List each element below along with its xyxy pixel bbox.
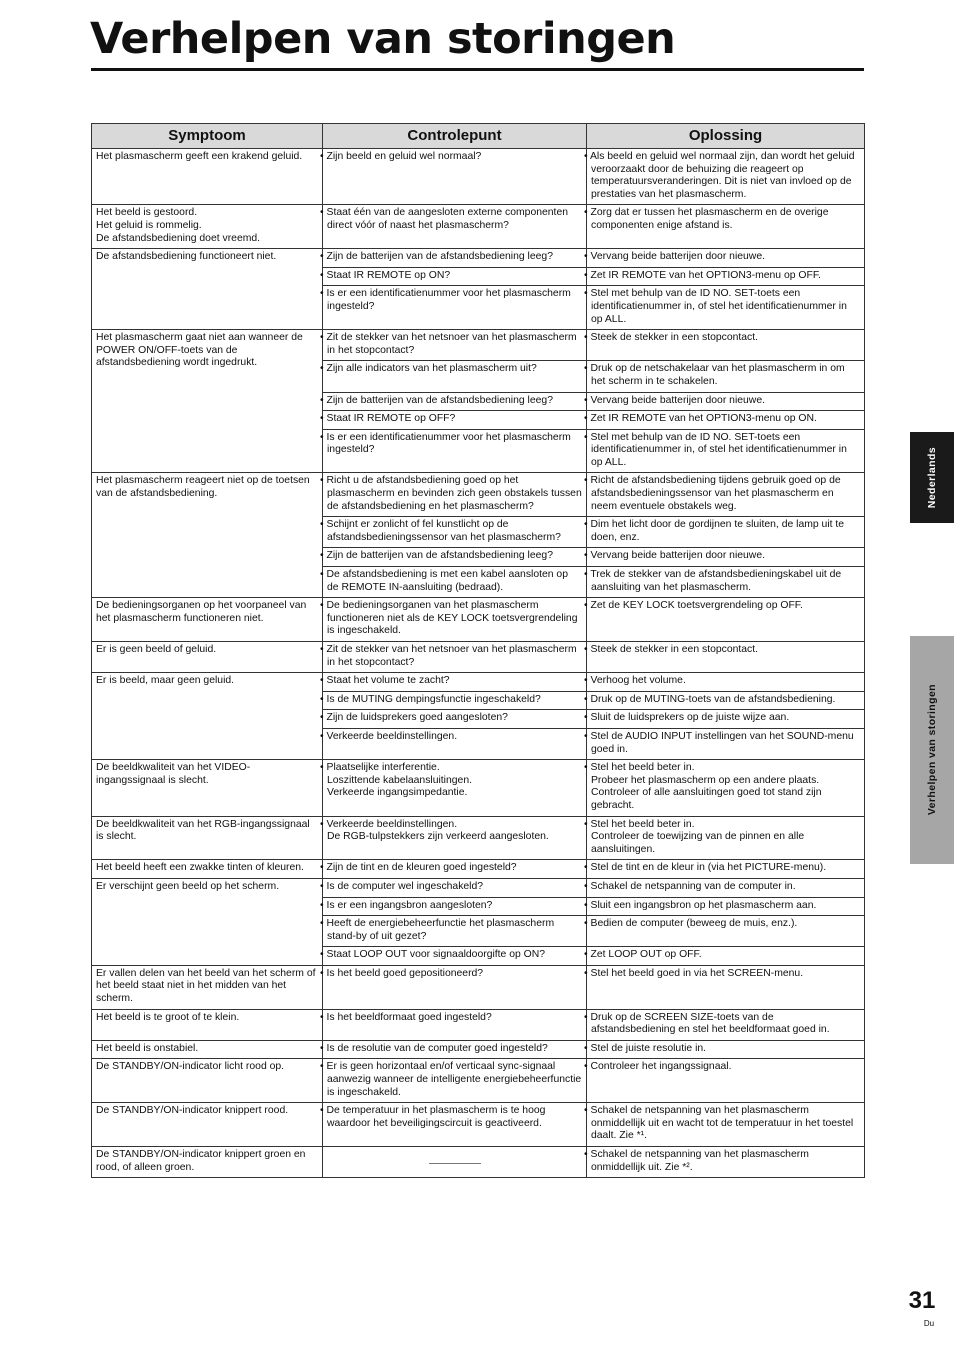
solution-cell: • Druk op de SCREEN SIZE-toets van de afstandsbediening en stel het beeldformaat goed in. bbox=[587, 1009, 865, 1040]
solution-cell: • Dim het licht door de gordijnen te sluiten, de lamp uit te doen, enz. bbox=[587, 517, 865, 548]
solution-cell: • Stel het beeld beter in. Controleer de toewijzing van de pinnen en alle aansluitingen. bbox=[587, 816, 865, 860]
header-symptom: Symptoom bbox=[92, 124, 323, 149]
table-row bbox=[92, 878, 865, 897]
solution-cell: • Bedien de computer (beweeg de muis, enz.). bbox=[587, 916, 865, 947]
solution-cell: • Richt de afstandsbediening tijdens gebruik goed op de afstandsbedieningssensor van het plasmascherm en neem eventuele obstakels weg. bbox=[587, 473, 865, 517]
checkpoint-cell: • Staat IR REMOTE op OFF? bbox=[323, 411, 587, 430]
symptom-cell: Er vallen delen van het beeld van het scherm of het beeld staat niet in het midden van het scherm. bbox=[92, 965, 323, 1009]
checkpoint-cell: • Is er een identificatienummer voor het plasmascherm ingesteld? bbox=[323, 286, 587, 330]
table-row bbox=[92, 330, 865, 361]
side-tab-section-label: Verhelpen van storingen bbox=[926, 684, 938, 816]
checkpoint-cell: • Is het beeld goed gepositioneerd? bbox=[323, 965, 587, 1009]
solution-cell: • Schakel de netspanning van de computer in. bbox=[587, 878, 865, 897]
table-header-row bbox=[92, 124, 865, 149]
checkpoint-cell: • Is de computer wel ingeschakeld? bbox=[323, 878, 587, 897]
solution-cell: • Steek de stekker in een stopcontact. bbox=[587, 642, 865, 673]
solution-cell: • Stel met behulp van de ID NO. SET-toets een identificatienummer in, of stel het identificatienummer in op ALL. bbox=[587, 429, 865, 473]
symptom-cell: Het plasmascherm gaat niet aan wanneer de POWER ON/OFF-toets van de afstandsbediening wordt ingedrukt. bbox=[92, 330, 323, 473]
checkpoint-cell: • Zit de stekker van het netsnoer van het plasmascherm in het stopcontact? bbox=[323, 330, 587, 361]
solution-cell: • Zet LOOP OUT op OFF. bbox=[587, 947, 865, 966]
checkpoint-cell: • Staat LOOP OUT voor signaaldoorgifte op ON? bbox=[323, 947, 587, 966]
solution-cell: • Sluit de luidsprekers op de juiste wijze aan. bbox=[587, 710, 865, 729]
symptom-cell: Het beeld heeft een zwakke tinten of kleuren. bbox=[92, 860, 323, 879]
symptom-cell: Het plasmascherm reageert niet op de toetsen van de afstandsbediening. bbox=[92, 473, 323, 598]
symptom-cell: De beeldkwaliteit van het RGB-ingangssignaal is slecht. bbox=[92, 816, 323, 860]
symptom-cell: De STANDBY/ON-indicator knippert rood. bbox=[92, 1103, 323, 1147]
table-row bbox=[92, 673, 865, 692]
table-row bbox=[92, 205, 865, 249]
table-row bbox=[92, 1103, 865, 1147]
table-row bbox=[92, 816, 865, 860]
table-row bbox=[92, 149, 865, 205]
title-rule bbox=[91, 68, 864, 71]
solution-cell: • Verhoog het volume. bbox=[587, 673, 865, 692]
solution-cell: • Stel het beeld beter in. Probeer het plasmascherm op een andere plaats. Controleer of alle aansluitingen goed tot stand zijn gebracht. bbox=[587, 760, 865, 816]
solution-cell: • Trek de stekker van de afstandsbedieningskabel uit de aansluiting van het plasmascherm. bbox=[587, 567, 865, 598]
table-row bbox=[92, 860, 865, 879]
solution-cell: • Druk op de MUTING-toets van de afstandsbediening. bbox=[587, 691, 865, 710]
table-row bbox=[92, 1040, 865, 1059]
checkpoint-cell: • Zijn beeld en geluid wel normaal? bbox=[323, 149, 587, 205]
solution-cell: • Stel het beeld goed in via het SCREEN-menu. bbox=[587, 965, 865, 1009]
solution-cell: • Vervang beide batterijen door nieuwe. bbox=[587, 548, 865, 567]
solution-cell: • Stel de AUDIO INPUT instellingen van het SOUND-menu goed in. bbox=[587, 728, 865, 759]
table-row bbox=[92, 473, 865, 517]
solution-cell: • Stel de juiste resolutie in. bbox=[587, 1040, 865, 1059]
placeholder-dash bbox=[429, 1163, 481, 1164]
symptom-cell: Het beeld is gestoord. Het geluid is rommelig. De afstandsbediening doet vreemd. bbox=[92, 205, 323, 249]
table-row bbox=[92, 642, 865, 673]
solution-cell: • Steek de stekker in een stopcontact. bbox=[587, 330, 865, 361]
solution-cell: • Vervang beide batterijen door nieuwe. bbox=[587, 392, 865, 411]
solution-cell: • Controleer het ingangssignaal. bbox=[587, 1059, 865, 1103]
symptom-cell: De beeldkwaliteit van het VIDEO-ingangssignaal is slecht. bbox=[92, 760, 323, 816]
checkpoint-cell: • Is er een identificatienummer voor het plasmascherm ingesteld? bbox=[323, 429, 587, 473]
table-row bbox=[92, 1059, 865, 1103]
checkpoint-cell: • Richt u de afstandsbediening goed op het plasmascherm en bevinden zich geen obstakels tussen de afstandsbediening en het plasmascherm? bbox=[323, 473, 587, 517]
side-tab-language-label: Nederlands bbox=[926, 446, 938, 509]
troubleshooting-table bbox=[91, 123, 865, 1178]
solution-cell: • Zet IR REMOTE van het OPTION3-menu op ON. bbox=[587, 411, 865, 430]
checkpoint-cell: • Zit de stekker van het netsnoer van het plasmascherm in het stopcontact? bbox=[323, 642, 587, 673]
side-tab-language bbox=[910, 432, 954, 523]
checkpoint-cell: • De bedieningsorganen van het plasmascherm functioneren niet als de KEY LOCK toetsvergrendeling is ingeschakeld. bbox=[323, 598, 587, 642]
checkpoint-cell: • De temperatuur in het plasmascherm is te hoog waardoor het beveiligingscircuit is geactiveerd. bbox=[323, 1103, 587, 1147]
solution-cell: • Stel de tint en de kleur in (via het PICTURE-menu). bbox=[587, 860, 865, 879]
checkpoint-cell-empty bbox=[323, 1147, 587, 1178]
checkpoint-cell: • Staat het volume te zacht? bbox=[323, 673, 587, 692]
table-row bbox=[92, 965, 865, 1009]
checkpoint-cell: • Zijn de batterijen van de afstandsbediening leeg? bbox=[323, 548, 587, 567]
solution-cell: • Vervang beide batterijen door nieuwe. bbox=[587, 249, 865, 268]
checkpoint-cell: • Is het beeldformaat goed ingesteld? bbox=[323, 1009, 587, 1040]
symptom-cell: De bedieningsorganen op het voorpaneel van het plasmascherm functioneren niet. bbox=[92, 598, 323, 642]
solution-cell: • Druk op de netschakelaar van het plasmascherm in om het scherm in te schakelen. bbox=[587, 361, 865, 392]
symptom-cell: Het beeld is te groot of te klein. bbox=[92, 1009, 323, 1040]
checkpoint-cell: • Verkeerde beeldinstellingen. De RGB-tulpstekkers zijn verkeerd aangesloten. bbox=[323, 816, 587, 860]
page-language-code: Du bbox=[923, 1319, 935, 1328]
checkpoint-cell: • Zijn de tint en de kleuren goed ingesteld? bbox=[323, 860, 587, 879]
checkpoint-cell: • Er is geen horizontaal en/of verticaal sync-signaal aanwezig wanneer de intelligente energiebeheerfunctie is ingeschakeld. bbox=[323, 1059, 587, 1103]
symptom-cell: Het beeld is onstabiel. bbox=[92, 1040, 323, 1059]
checkpoint-cell: • Staat IR REMOTE op ON? bbox=[323, 267, 587, 286]
solution-cell: • Zet de KEY LOCK toetsvergrendeling op OFF. bbox=[587, 598, 865, 642]
page-number: 31 bbox=[908, 1287, 936, 1314]
symptom-cell: Er verschijnt geen beeld op het scherm. bbox=[92, 878, 323, 965]
solution-cell: • Zet IR REMOTE van het OPTION3-menu op OFF. bbox=[587, 267, 865, 286]
checkpoint-cell: • Is de MUTING dempingsfunctie ingeschakeld? bbox=[323, 691, 587, 710]
solution-cell: • Als beeld en geluid wel normaal zijn, dan wordt het geluid veroorzaakt door de behuizing die reageert op temperatuursveranderingen. Dit is niet van invloed op de prestaties van het plasmascherm. bbox=[587, 149, 865, 205]
header-checkpoint: Controlepunt bbox=[323, 124, 587, 149]
checkpoint-cell: • Zijn alle indicators van het plasmascherm uit? bbox=[323, 361, 587, 392]
checkpoint-cell: • Zijn de batterijen van de afstandsbediening leeg? bbox=[323, 249, 587, 268]
table-body bbox=[92, 149, 865, 1178]
table-row bbox=[92, 1009, 865, 1040]
table-row bbox=[92, 598, 865, 642]
checkpoint-cell: • Verkeerde beeldinstellingen. bbox=[323, 728, 587, 759]
checkpoint-cell: • Schijnt er zonlicht of fel kunstlicht op de afstandsbedieningssensor van het plasmascherm? bbox=[323, 517, 587, 548]
symptom-cell: De STANDBY/ON-indicator licht rood op. bbox=[92, 1059, 323, 1103]
solution-cell: • Schakel de netspanning van het plasmascherm onmiddellijk uit en wacht tot de temperatuur in het toestel daalt. Zie *¹. bbox=[587, 1103, 865, 1147]
table-row bbox=[92, 1147, 865, 1178]
checkpoint-cell: • Plaatselijke interferentie. Loszittende kabelaansluitingen. Verkeerde ingangsimpedantie. bbox=[323, 760, 587, 816]
side-tab-section bbox=[910, 636, 954, 864]
symptom-cell: Er is geen beeld of geluid. bbox=[92, 642, 323, 673]
checkpoint-cell: • De afstandsbediening is met een kabel aansloten op de REMOTE IN-aansluiting (bedraad). bbox=[323, 567, 587, 598]
table-row bbox=[92, 249, 865, 268]
header-solution: Oplossing bbox=[587, 124, 865, 149]
checkpoint-cell: • Staat één van de aangesloten externe componenten direct vóór of naast het plasmascherm? bbox=[323, 205, 587, 249]
symptom-cell: De STANDBY/ON-indicator knippert groen en rood, of alleen groen. bbox=[92, 1147, 323, 1178]
symptom-cell: De afstandsbediening functioneert niet. bbox=[92, 249, 323, 330]
checkpoint-cell: • Zijn de batterijen van de afstandsbediening leeg? bbox=[323, 392, 587, 411]
checkpoint-cell: • Zijn de luidsprekers goed aangesloten? bbox=[323, 710, 587, 729]
solution-cell: • Sluit een ingangsbron op het plasmascherm aan. bbox=[587, 897, 865, 916]
symptom-cell: Er is beeld, maar geen geluid. bbox=[92, 673, 323, 760]
solution-cell: • Schakel de netspanning van het plasmascherm onmiddellijk uit. Zie *². bbox=[587, 1147, 865, 1178]
checkpoint-cell: • Is er een ingangsbron aangesloten? bbox=[323, 897, 587, 916]
table-row bbox=[92, 760, 865, 816]
solution-cell: • Zorg dat er tussen het plasmascherm en de overige componenten enige afstand is. bbox=[587, 205, 865, 249]
solution-cell: • Stel met behulp van de ID NO. SET-toets een identificatienummer in, of stel het identificatienummer in op ALL. bbox=[587, 286, 865, 330]
page-title: Verhelpen van storingen bbox=[90, 14, 676, 64]
checkpoint-cell: • Is de resolutie van de computer goed ingesteld? bbox=[323, 1040, 587, 1059]
symptom-cell: Het plasmascherm geeft een krakend geluid. bbox=[92, 149, 323, 205]
checkpoint-cell: • Heeft de energiebeheerfunctie het plasmascherm stand-by of uit gezet? bbox=[323, 916, 587, 947]
